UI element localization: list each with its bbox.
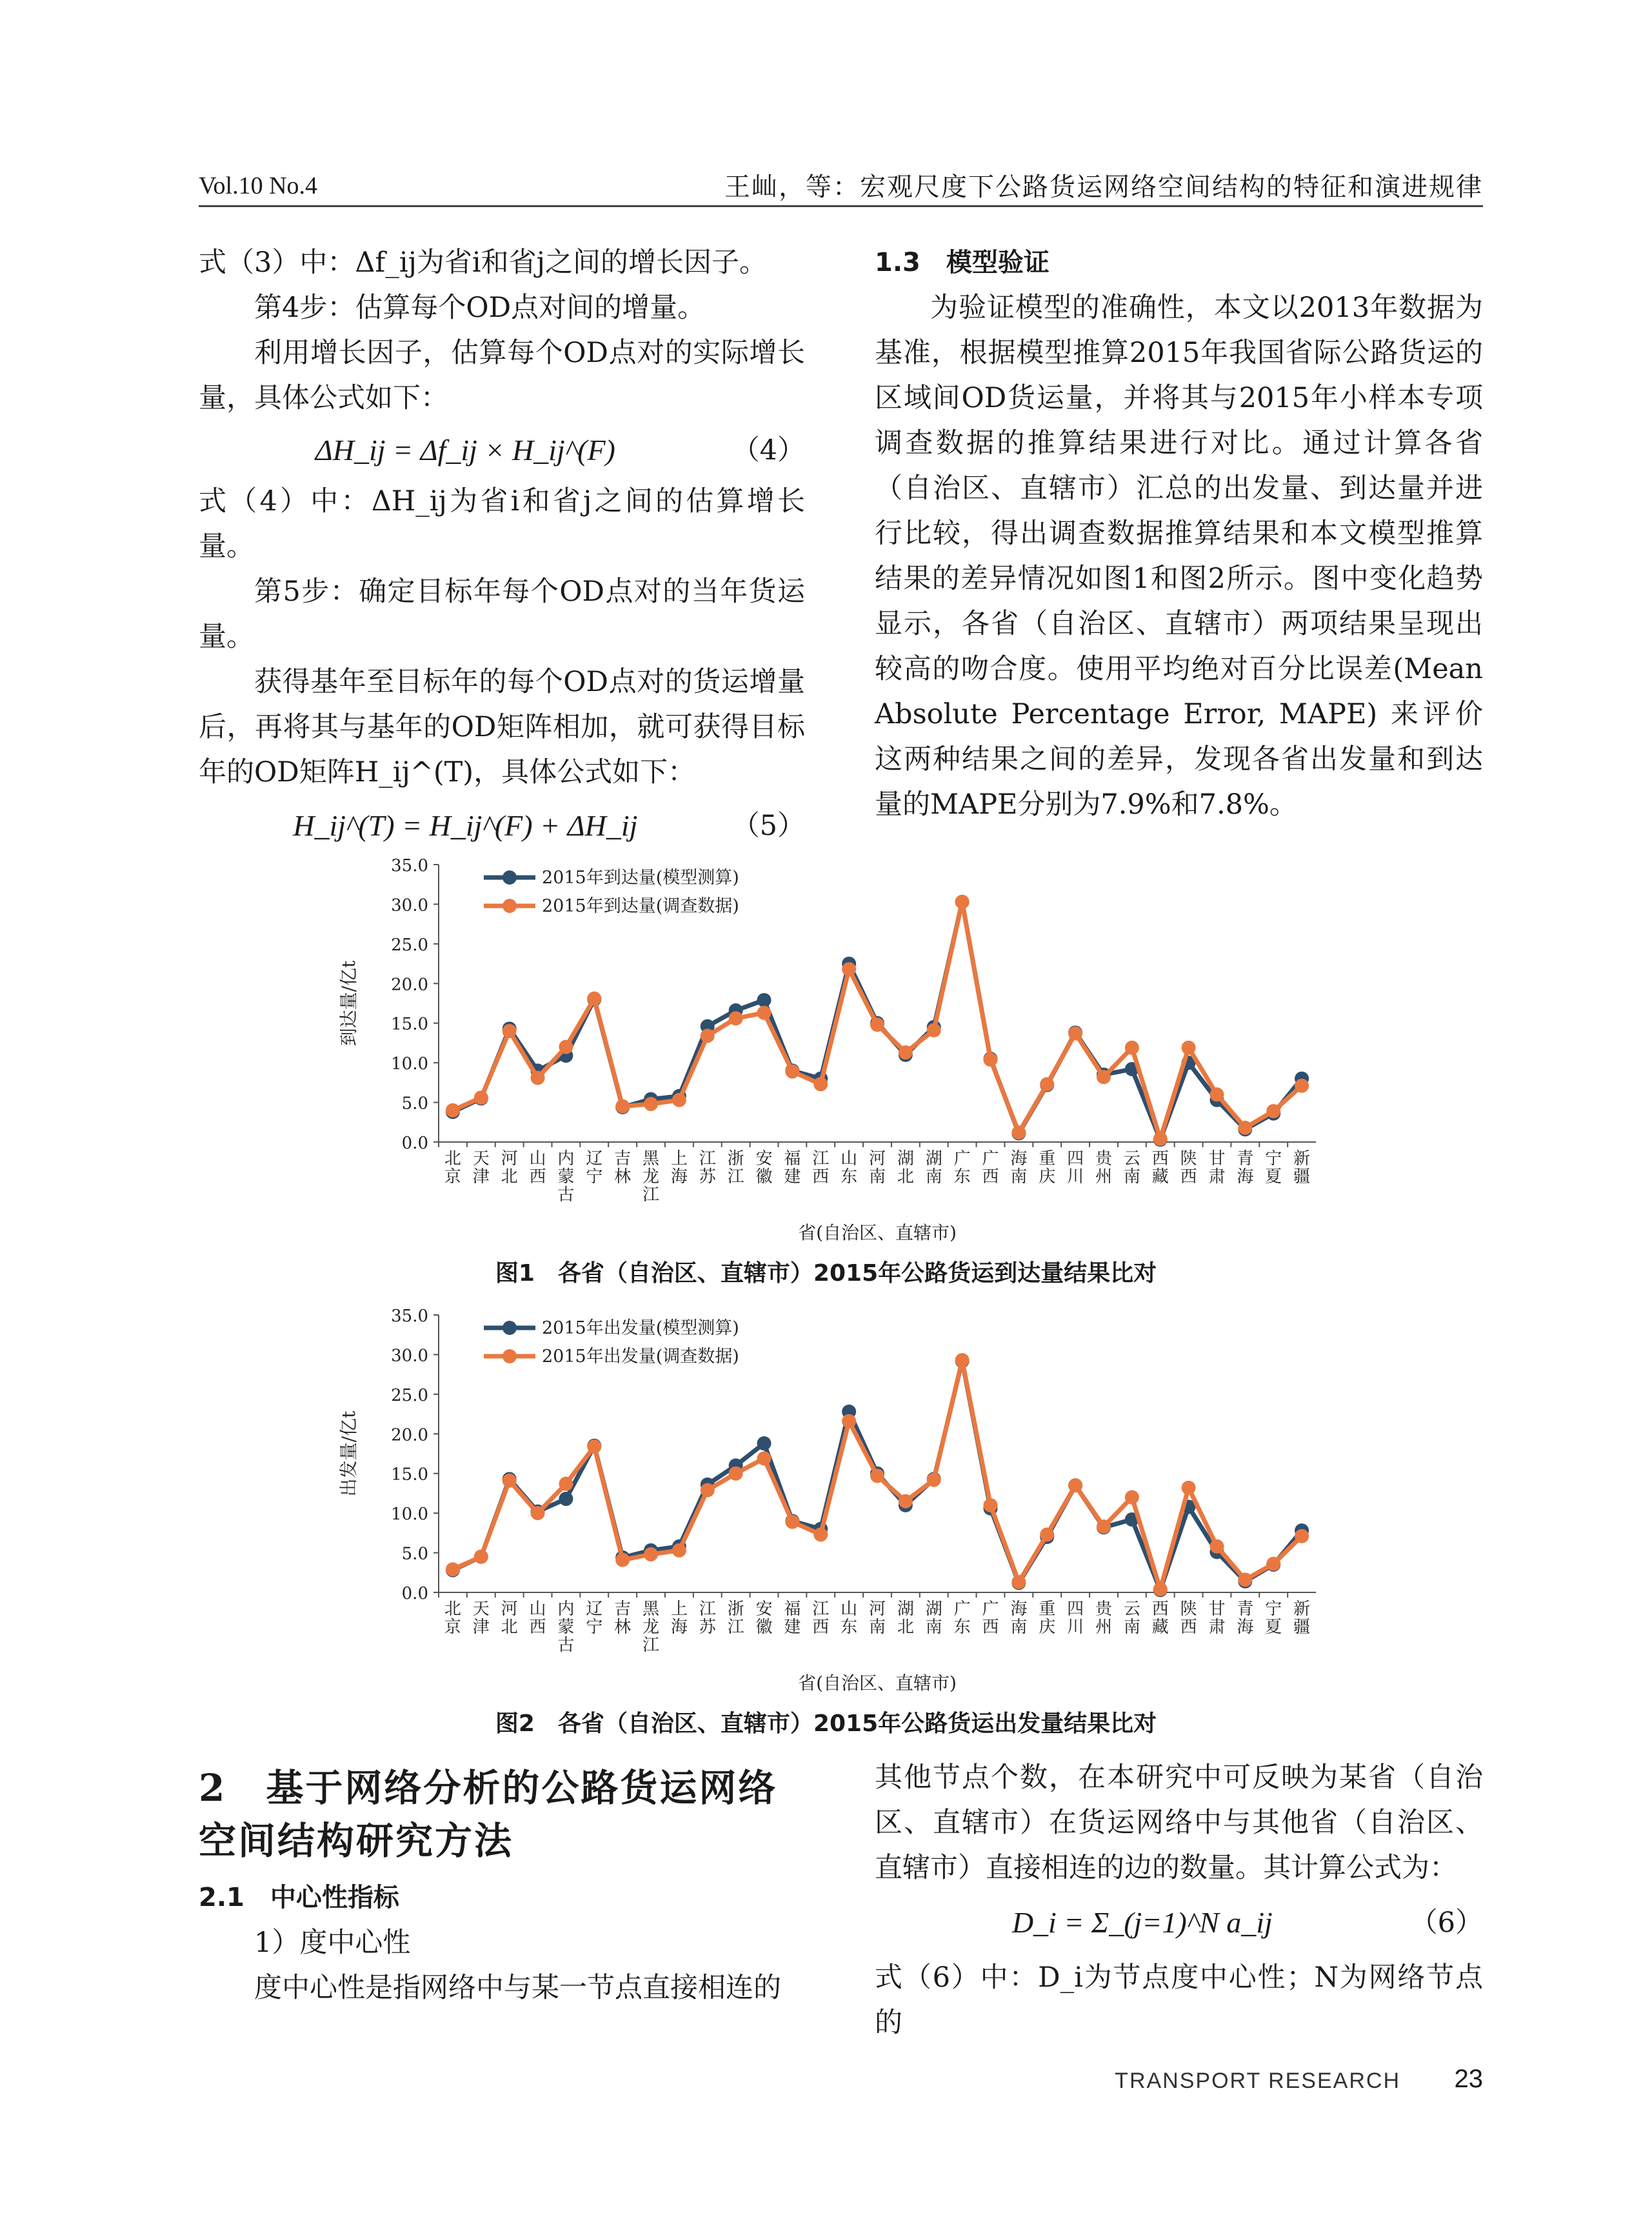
data-point xyxy=(1209,1539,1224,1554)
x-tick-label: 吉林 xyxy=(614,1599,632,1637)
y-axis-title: 出发量/亿t xyxy=(338,1410,359,1497)
section-heading-2: 2 基于网络分析的公路货运网络空间结构研究方法 xyxy=(199,1766,778,1863)
figure-2-caption: 图2 各省（自治区、直辖市）2015年公路货运出发量结果比对 xyxy=(495,1710,1157,1737)
data-point xyxy=(503,1474,517,1488)
x-tick-label: 广西 xyxy=(982,1599,999,1637)
data-point xyxy=(615,1553,630,1567)
x-tick-label: 湖南 xyxy=(925,1599,942,1637)
x-tick-label: 新疆 xyxy=(1293,1149,1311,1187)
paragraph: 式（4）中：ΔH_ij为省i和省j之间的估算增长量。 xyxy=(199,485,805,563)
y-tick-label: 0.0 xyxy=(401,1134,428,1153)
x-tick-label: 海南 xyxy=(1010,1149,1028,1187)
data-point xyxy=(1153,1582,1168,1596)
data-point xyxy=(531,1506,545,1520)
right-column-bottom xyxy=(875,1755,1483,2045)
paragraph: 为验证模型的准确性，本文以2013年数据为基准，根据模型推算2015年我国省际公路货运的区域间OD货运量，并将其与2015年小样本专项调查数据的推算结果进行对比。通过计算各省（自治区、直辖市）汇总的出发量、到达量并进行比较，得出调查数据推算结果和本文模型推算结果的差异情况如图1和图2所示。图中变化趋势显示，各省（自治区、直辖市）两项结果呈现出较高的吻合度。使用平均绝对百分比误差(Mean Absolute Percentage Error, MAPE) 来评价这两种结果之间的差异，发现各省出发量和到达量的MAPE分别为7.9%和7.8%。 xyxy=(875,292,1483,821)
data-point xyxy=(1097,1519,1111,1534)
footer-journal-name: TRANSPORT RESEARCH xyxy=(1115,2069,1400,2093)
x-tick-label: 江苏 xyxy=(699,1599,716,1637)
x-tick-label: 新疆 xyxy=(1293,1599,1311,1637)
x-tick-label: 江西 xyxy=(812,1149,830,1187)
data-point xyxy=(559,1492,573,1506)
x-axis-title: 省(自治区、直辖市) xyxy=(798,1222,957,1243)
x-tick-label: 湖北 xyxy=(897,1149,914,1187)
data-point xyxy=(474,1550,488,1564)
x-tick-label: 辽宁 xyxy=(586,1149,603,1187)
y-tick-label: 30.0 xyxy=(391,1346,428,1366)
x-tick-label: 贵州 xyxy=(1095,1599,1112,1637)
equation-6-expr: D_i = Σ_(j=1)^N a_ij xyxy=(1011,1906,1273,1939)
y-tick-label: 25.0 xyxy=(391,1385,428,1405)
data-point xyxy=(927,1473,941,1487)
equation-6 xyxy=(875,1890,1483,1955)
data-point xyxy=(672,1543,686,1558)
data-point xyxy=(729,1011,743,1025)
data-point xyxy=(870,1469,884,1483)
equation-4-expr: ΔH_ij = Δf_ij × H_ij^(F) xyxy=(315,434,615,466)
legend-swatch-marker xyxy=(503,1349,517,1363)
x-tick-label: 宁夏 xyxy=(1265,1599,1282,1637)
equation-5-expr: H_ij^(T) = H_ij^(F) + ΔH_ij xyxy=(293,809,638,842)
list-item-title: 1）度中心性 xyxy=(254,1927,411,1959)
data-point xyxy=(1238,1121,1252,1135)
data-point xyxy=(503,1024,517,1038)
x-tick-label: 河南 xyxy=(868,1599,886,1637)
x-tick-label: 广东 xyxy=(953,1149,971,1187)
x-tick-label: 山西 xyxy=(529,1149,546,1187)
data-point xyxy=(1238,1572,1252,1587)
data-point xyxy=(1209,1087,1224,1101)
equation-6-number: （6） xyxy=(1409,1907,1483,1939)
data-point xyxy=(559,1477,573,1491)
x-tick-label: 甘肃 xyxy=(1208,1599,1226,1637)
x-tick-label: 河南 xyxy=(868,1149,886,1187)
data-point xyxy=(1266,1104,1280,1118)
data-point xyxy=(785,1065,799,1079)
x-tick-label: 山东 xyxy=(841,1149,858,1187)
x-tick-label: 河北 xyxy=(501,1599,518,1637)
data-point xyxy=(842,962,856,976)
right-column-top xyxy=(875,240,1483,827)
data-point xyxy=(983,1052,997,1067)
footer-page-number: 23 xyxy=(1454,2065,1483,2093)
y-tick-label: 25.0 xyxy=(391,935,428,955)
x-tick-label: 云南 xyxy=(1123,1149,1140,1187)
data-point xyxy=(1295,1529,1309,1543)
y-tick-label: 10.0 xyxy=(391,1054,428,1074)
x-tick-label: 贵州 xyxy=(1095,1149,1112,1187)
data-point xyxy=(1182,1041,1196,1055)
legend-swatch-marker xyxy=(503,1321,517,1335)
legend-swatch-marker xyxy=(503,899,517,913)
x-tick-label: 山西 xyxy=(529,1599,546,1637)
y-tick-label: 5.0 xyxy=(401,1544,428,1564)
data-point xyxy=(1040,1077,1054,1091)
x-tick-label: 安徽 xyxy=(755,1599,773,1637)
data-point xyxy=(757,993,771,1007)
x-tick-label: 内蒙古 xyxy=(557,1149,575,1205)
data-point xyxy=(1068,1027,1082,1041)
x-tick-label: 黑龙江 xyxy=(642,1599,660,1655)
x-tick-label: 陕西 xyxy=(1180,1599,1197,1637)
x-tick-label: 上海 xyxy=(670,1599,688,1637)
x-tick-label: 山东 xyxy=(841,1599,858,1637)
data-point xyxy=(1068,1478,1082,1492)
data-point xyxy=(446,1562,460,1576)
x-tick-label: 福建 xyxy=(784,1149,801,1187)
x-tick-label: 安徽 xyxy=(755,1149,773,1187)
x-tick-label: 黑龙江 xyxy=(642,1149,660,1205)
paragraph: 利用增长因子，估算每个OD点对的实际增长量，具体公式如下： xyxy=(199,337,805,414)
data-point xyxy=(757,1436,771,1450)
paragraph: 度中心性是指网络中与某一节点直接相连的 xyxy=(254,1972,781,2004)
data-point xyxy=(474,1090,488,1105)
x-tick-label: 浙江 xyxy=(727,1599,744,1637)
x-tick-label: 浙江 xyxy=(727,1149,744,1187)
legend-label: 2015年到达量(模型测算) xyxy=(542,868,739,888)
x-tick-label: 甘肃 xyxy=(1208,1149,1226,1187)
left-column-bottom xyxy=(199,1761,805,2010)
x-tick-label: 西藏 xyxy=(1151,1149,1169,1187)
legend-label: 2015年到达量(调查数据) xyxy=(542,896,739,916)
paragraph: 式（3）中：Δf_ij为省i和省j之间的增长因子。 xyxy=(199,246,767,279)
data-point xyxy=(757,1006,771,1020)
y-tick-label: 15.0 xyxy=(391,1465,428,1485)
data-point xyxy=(813,1077,828,1091)
data-point xyxy=(899,1494,913,1509)
data-point xyxy=(615,1099,630,1114)
y-tick-label: 15.0 xyxy=(391,1014,428,1034)
data-point xyxy=(1266,1557,1280,1571)
x-tick-label: 福建 xyxy=(784,1599,801,1637)
y-tick-label: 35.0 xyxy=(391,1307,428,1326)
data-point xyxy=(983,1498,997,1512)
x-tick-label: 湖南 xyxy=(925,1149,942,1187)
equation-4-number: （4） xyxy=(731,434,805,466)
data-point xyxy=(1125,1041,1139,1055)
data-point xyxy=(813,1527,828,1541)
data-point xyxy=(1182,1481,1196,1495)
x-tick-label: 广西 xyxy=(982,1149,999,1187)
data-point xyxy=(587,992,601,1006)
figure-1-caption: 图1 各省（自治区、直辖市）2015年公路货运到达量结果比对 xyxy=(495,1260,1157,1287)
x-tick-label: 吉林 xyxy=(614,1149,632,1187)
data-point xyxy=(842,1414,856,1429)
x-tick-label: 北京 xyxy=(444,1149,461,1187)
data-point xyxy=(701,1483,715,1498)
data-point xyxy=(785,1515,799,1529)
data-point xyxy=(672,1093,686,1107)
x-tick-label: 青海 xyxy=(1237,1149,1254,1187)
y-tick-label: 35.0 xyxy=(391,856,428,876)
x-tick-label: 云南 xyxy=(1123,1599,1140,1637)
data-point xyxy=(531,1070,545,1085)
data-point xyxy=(559,1040,573,1054)
x-tick-label: 河北 xyxy=(501,1149,518,1187)
data-point xyxy=(927,1023,941,1038)
legend-label: 2015年出发量(模型测算) xyxy=(542,1318,739,1338)
data-point xyxy=(955,1353,970,1367)
paragraph: 其他节点个数，在本研究中可反映为某省（自治区、直辖市）在货运网络中与其他省（自治区、直辖市）直接相连的边的数量。其计算公式为： xyxy=(875,1761,1483,1884)
data-point xyxy=(1097,1070,1111,1084)
data-point xyxy=(701,1028,715,1043)
data-point xyxy=(955,895,970,909)
header-volume: Vol.10 No.4 xyxy=(199,172,318,199)
y-axis-title: 到达量/亿t xyxy=(338,960,359,1047)
figure-2-chart xyxy=(310,1289,1406,1702)
data-point xyxy=(644,1547,658,1561)
paragraph: 获得基年至目标年的每个OD点对的货运增量后，再将其与基年的OD矩阵相加，就可获得目标年的OD矩阵H_ij^(T)，具体公式如下： xyxy=(199,666,805,788)
paragraph: 式（6）中：D_i为节点度中心性；N为网络节点的 xyxy=(875,1961,1483,2039)
x-axis-title: 省(自治区、直辖市) xyxy=(798,1672,957,1694)
x-tick-label: 天津 xyxy=(472,1599,490,1637)
data-point xyxy=(757,1451,771,1465)
data-point xyxy=(729,1467,743,1481)
data-point xyxy=(1295,1079,1309,1093)
equation-4 xyxy=(199,426,805,475)
data-point xyxy=(446,1103,460,1118)
left-column-top xyxy=(199,240,805,850)
x-tick-label: 重庆 xyxy=(1039,1149,1056,1187)
legend-swatch-marker xyxy=(503,870,517,885)
data-point xyxy=(1040,1527,1054,1541)
y-tick-label: 20.0 xyxy=(391,1425,428,1445)
x-tick-label: 江苏 xyxy=(699,1149,716,1187)
y-tick-label: 0.0 xyxy=(401,1584,428,1603)
x-tick-label: 辽宁 xyxy=(586,1599,603,1637)
data-point xyxy=(1125,1490,1139,1505)
y-tick-label: 5.0 xyxy=(401,1094,428,1114)
data-point xyxy=(1011,1575,1026,1589)
section-heading-2-1: 2.1 中心性指标 xyxy=(199,1883,399,1912)
x-tick-label: 湖北 xyxy=(897,1599,914,1637)
y-tick-label: 10.0 xyxy=(391,1505,428,1525)
x-tick-label: 江西 xyxy=(812,1599,830,1637)
x-tick-label: 西藏 xyxy=(1151,1599,1169,1637)
x-tick-label: 重庆 xyxy=(1039,1599,1056,1637)
x-tick-label: 青海 xyxy=(1237,1599,1254,1637)
data-point xyxy=(899,1045,913,1059)
x-tick-label: 广东 xyxy=(953,1599,971,1637)
y-tick-label: 30.0 xyxy=(391,896,428,916)
equation-5-number: （5） xyxy=(731,810,805,842)
x-tick-label: 北京 xyxy=(444,1599,461,1637)
data-point xyxy=(644,1097,658,1111)
x-tick-label: 宁夏 xyxy=(1265,1149,1282,1187)
header-running-title: 王屾，等：宏观尺度下公路货运网络空间结构的特征和演进规律 xyxy=(724,172,1483,202)
data-point xyxy=(870,1018,884,1032)
section-heading-1-3: 1.3 模型验证 xyxy=(875,248,1050,277)
x-tick-label: 上海 xyxy=(670,1149,688,1187)
paragraph: 第5步：确定目标年每个OD点对的当年货运量。 xyxy=(199,576,805,653)
x-tick-label: 四川 xyxy=(1067,1149,1084,1187)
data-point xyxy=(1011,1125,1026,1139)
y-tick-label: 20.0 xyxy=(391,975,428,995)
data-point xyxy=(587,1439,601,1454)
header-rule xyxy=(199,205,1483,207)
x-tick-label: 内蒙古 xyxy=(557,1599,575,1655)
legend-label: 2015年出发量(调查数据) xyxy=(542,1347,739,1367)
x-tick-label: 四川 xyxy=(1067,1599,1084,1637)
x-tick-label: 陕西 xyxy=(1180,1149,1197,1187)
x-tick-label: 天津 xyxy=(472,1149,490,1187)
figure-1-chart xyxy=(310,839,1406,1252)
data-point xyxy=(1153,1132,1168,1146)
paragraph: 第4步：估算每个OD点对间的增量。 xyxy=(254,292,706,324)
x-tick-label: 海南 xyxy=(1010,1599,1028,1637)
